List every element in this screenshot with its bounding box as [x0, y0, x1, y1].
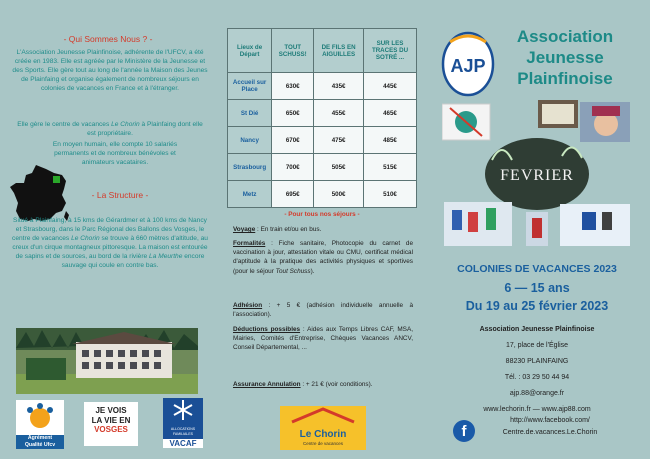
fevrier-label: FEVRIER [500, 167, 574, 184]
row-city: Accueil sur Place [228, 73, 272, 100]
price-cell: 465€ [364, 100, 417, 127]
price-cell: 515€ [364, 154, 417, 181]
agrement-sublabel: Qualité Ufcv [24, 442, 56, 448]
facebook-page: Centre.de.vacances.Le.Chorin [502, 428, 598, 436]
house-photo [16, 328, 198, 394]
colonies-title: COLONIES DE VACANCES 2023 [457, 263, 617, 275]
price-cell: 475€ [314, 127, 364, 154]
row-city: Nancy [228, 127, 272, 154]
roof-icon [280, 406, 366, 424]
price-cell: 485€ [364, 127, 417, 154]
adhesion-info: Adhésion : + 5 € (adhésion individuelle annuelle à l'association). [233, 302, 413, 319]
chorin-name: Le Chorin [299, 429, 347, 440]
staff-paragraph: En moyen humain, elle compte 10 salariés permanents et de nombreux bénévoles et animateurs vacataires. [52, 141, 178, 167]
assoc-line3: Plainfinoise [517, 69, 613, 88]
jvv-line1: JE VOIS [95, 406, 127, 415]
facebook-url: http://www.facebook.com/ [510, 417, 590, 424]
about-paragraph: L'Association Jeunesse Plainfinoise, adhérente de l'UFCV, a été créée en 1983. Elle est agréée par le Ministère de la Jeunesse et des Sports. Elle gère tout au long de l'année la Maison des Jeunes de Plainfaing et organise également de nombreux séjours en colonies de vacances en France et à l'étranger. [12, 49, 208, 93]
center-paragraph: Elle gère le centre de vacances Le Chorin à Plainfaing dont elle est propriétaire. [17, 121, 203, 138]
sun-people-icon [16, 400, 64, 430]
le-chorin-logo [280, 406, 366, 450]
jvv-line2: LA VIE EN [91, 415, 131, 425]
price-cell: 505€ [314, 154, 364, 181]
table-row [228, 127, 417, 154]
header-fils-aiguilles: DE FILS EN AIGUILLES [314, 29, 364, 73]
winter-collage [442, 100, 632, 250]
price-cell: 670€ [272, 127, 314, 154]
header-traces-sotre: SUR LES TRACES DU SOTRÉ ... [364, 29, 417, 73]
chorin-subtitle: Centre de vacances [302, 441, 344, 446]
phone: Tél. : 03 29 50 44 94 [504, 374, 570, 381]
snowflake-icon [163, 398, 203, 422]
assoc-line2: Jeunesse [526, 48, 604, 67]
facebook-link[interactable] [470, 415, 630, 438]
ufcv-agrement-logo [16, 400, 64, 448]
price-cell: 650€ [272, 100, 314, 127]
header-departure: Lieux de Départ [228, 29, 272, 73]
table-row [228, 100, 417, 127]
jvv-line3: VOSGES [94, 425, 128, 434]
ages-range: 6 — 15 ans [504, 281, 570, 295]
email-link[interactable]: ajp.88@orange.fr [509, 390, 565, 397]
address-line1: 17, place de l'Église [505, 342, 569, 349]
address-line2: 88230 PLAINFAING [505, 358, 569, 365]
assoc-line1: Association [516, 27, 614, 46]
voyage-info: Voyage : En train et/ou en bus. [233, 226, 322, 233]
price-cell: 500€ [314, 181, 364, 208]
header-tout-schuss: TOUT SCHUSS! [272, 29, 314, 73]
table-row [228, 181, 417, 208]
vacaf-small-label: ALLOCATIONS FAMILIALES [170, 427, 196, 436]
section-title-about: - Qui Sommes Nous ? - [63, 34, 153, 44]
dates-range: Du 19 au 25 février 2023 [465, 299, 609, 313]
price-cell: 695€ [272, 181, 314, 208]
price-cell: 455€ [314, 100, 364, 127]
agrement-label: Agrément [27, 435, 53, 441]
for-all-stays-title: - Pour tous nos séjours - [284, 211, 360, 218]
price-cell: 630€ [272, 73, 314, 100]
row-city: Metz [228, 181, 272, 208]
table-header-row [228, 29, 417, 73]
row-city: St Dié [228, 100, 272, 127]
price-table [227, 28, 417, 208]
table-row [228, 73, 417, 100]
price-cell: 510€ [364, 181, 417, 208]
association-title [500, 26, 630, 89]
vacaf-label: VACAF [163, 439, 203, 448]
section-title-structure: - La Structure - [91, 190, 149, 200]
formalites-info: Formalités : Fiche sanitaire, Photocopie du carnet de vaccination à jour, attestation vitale ou CMU, certificat médical d'aptitude à la pratique des activités physiques et sportives (pour le séjour Tout Schuss). [233, 240, 413, 275]
price-cell: 435€ [314, 73, 364, 100]
table-row [228, 154, 417, 181]
vacaf-logo [163, 398, 203, 448]
facebook-icon[interactable]: f [453, 420, 475, 442]
je-vois-la-vie-en-vosges-logo [84, 402, 138, 446]
assoc-name: Association Jeunesse Plainfinoise [479, 326, 595, 333]
assurance-info: Assurance Annulation : + 21 € (voir conditions). [233, 381, 373, 388]
row-city: Strasbourg [228, 154, 272, 181]
structure-paragraph: Situé à Plainfaing, à 15 kms de Gérardmer et à 100 kms de Nancy et Strasbourg, dans le Parc Régional des Ballons des Vosges, le centre de vacances Le Chorin se trouve à 660 mètres d'altitude, au creux d'un cirque montagneux pittoresque. La maison est entourée de sapins et de sources, au bord de la rivière La Meurthe encore sauvage qui coule en contre bas. [12, 217, 208, 270]
price-cell: 700€ [272, 154, 314, 181]
ajp-letters: AJP [450, 56, 486, 76]
ajp-logo-icon [440, 28, 496, 98]
websites-link[interactable]: www.lechorin.fr — www.ajp88.com [483, 406, 591, 413]
price-cell: 445€ [364, 73, 417, 100]
deductions-info: Déductions possibles : Aides aux Temps Libres CAF, MSA, Mairies, Comités d'Entreprise, Chèques Vacances ANCV, Conseil Départemental, ... [233, 326, 413, 352]
